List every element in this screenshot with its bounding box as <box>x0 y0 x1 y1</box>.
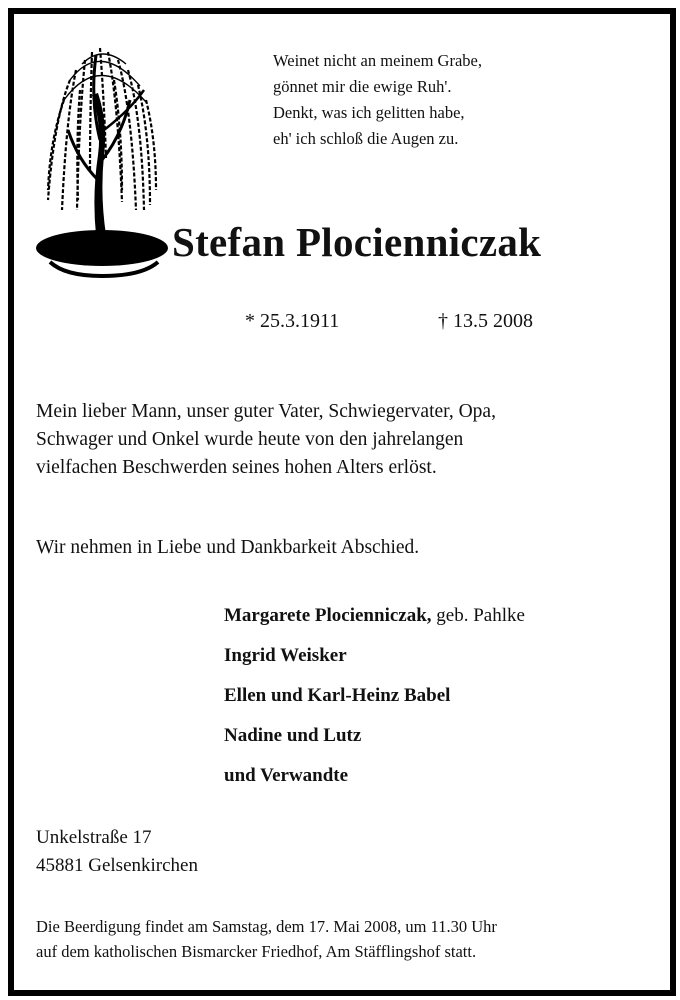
address-street: Unkelstraße 17 <box>36 827 152 848</box>
mourners-list <box>224 596 525 796</box>
poem-line: Weinet nicht an meinem Grabe, <box>273 51 482 70</box>
death-date: † 13.5 2008 <box>438 310 533 332</box>
weeping-willow-icon <box>30 30 175 280</box>
farewell-line: Wir nehmen in Liebe und Dankbarkeit Abschied. <box>36 537 420 558</box>
address-city: 45881 Gelsenkirchen <box>36 855 198 876</box>
mourner-entry: und Verwandte <box>224 765 349 786</box>
message-line: Schwager und Onkel wurde heute von den jahrelangen <box>36 429 464 450</box>
poem-line: gönnet mir die ewige Ruh'. <box>273 77 452 96</box>
message-line: Mein lieber Mann, unser guter Vater, Schwiegervater, Opa, <box>36 401 496 422</box>
mourner-name: Margarete Plocienniczak, <box>224 605 432 626</box>
poem <box>273 48 482 152</box>
address-block <box>36 824 198 880</box>
maiden-name: geb. Pahlke <box>431 605 525 626</box>
funeral-info <box>36 914 497 964</box>
funeral-line: auf dem katholischen Bismarcker Friedhof, Am Stäfflingshof statt. <box>36 942 477 961</box>
mourner-entry: Ingrid Weisker <box>224 645 347 666</box>
mourner-entry <box>224 596 525 636</box>
mourner-entry: Nadine und Lutz <box>224 725 362 746</box>
mourner-entry: Ellen und Karl-Heinz Babel <box>224 685 451 706</box>
funeral-line: Die Beerdigung findet am Samstag, dem 17. Mai 2008, um 11.30 Uhr <box>36 917 497 936</box>
message-line: vielfachen Beschwerden seines hohen Alters erlöst. <box>36 457 437 478</box>
deceased-name: Stefan Plocienniczak <box>172 219 542 265</box>
poem-line: eh' ich schloß die Augen zu. <box>273 129 459 148</box>
poem-line: Denkt, was ich gelitten habe, <box>273 103 465 122</box>
message-paragraph <box>36 398 496 482</box>
birth-date: * 25.3.1911 <box>245 310 340 332</box>
